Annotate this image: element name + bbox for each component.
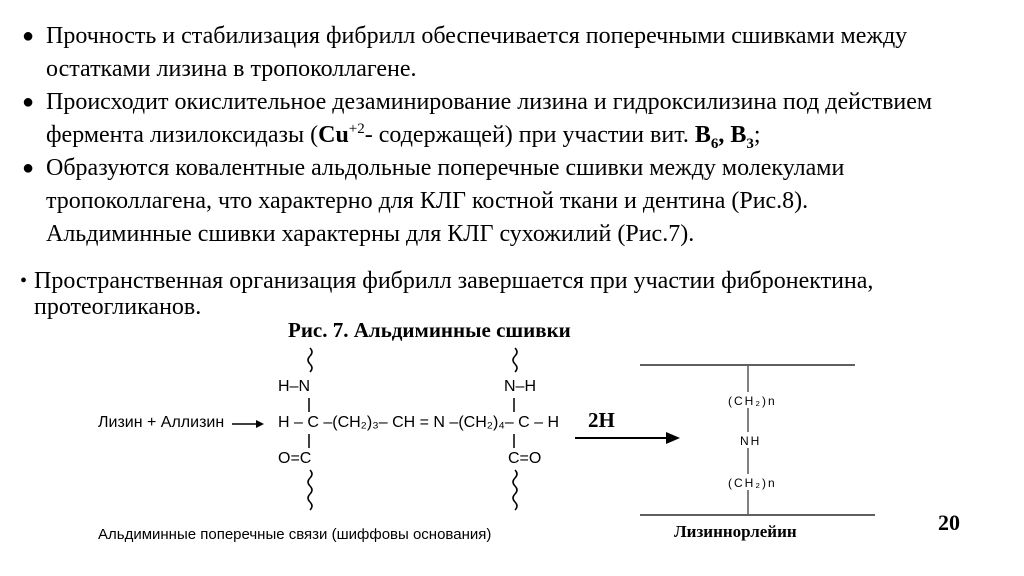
chain-wave-top-right: [513, 348, 517, 372]
figure-title: Рис. 7. Альдиминные сшивки: [288, 318, 571, 342]
ch2n-top: (CH₂)n: [728, 394, 777, 408]
cu-symbol: Cu: [318, 122, 349, 148]
chain-wave-top-left: [308, 348, 312, 372]
co-right: C=O: [508, 450, 542, 467]
cu-charge: +2: [348, 121, 365, 137]
nh-right: N–H: [504, 378, 537, 395]
bullet-text: Прочность и стабилизация фибрилл обеспечивается поперечными сшивками между остатками лизина в тропоколлагене.: [46, 23, 908, 82]
bullet-text: Образуются ковалентные альдольные поперечные сшивки между молекулами тропоколлагена, что характерно для КЛГ костной ткани и дентина (Рис.8).: [46, 155, 845, 214]
bullet-text: Происходит окислительное дезаминирование лизина и гидроксилизина под действием фермента лизилоксидазы (: [46, 89, 933, 148]
bullet-text: Пространственная организация фибрилл завершается при участии фибронектина, протеогликанов.: [34, 268, 874, 320]
aldimine-main-chain: H – C –(CH₂)₃– CH = N –(CH₂)₄– C – H: [278, 414, 560, 431]
co-left: O=C: [278, 450, 312, 467]
reactants-label: Лизин + Аллизин: [98, 414, 225, 431]
page-number: 20: [938, 510, 960, 535]
product-label: Лизиннорлейин: [674, 522, 797, 541]
bullet-dot: ●: [22, 157, 35, 179]
ch2n-bottom: (CH₂)n: [728, 476, 777, 490]
bullet-dot: ●: [22, 91, 35, 113]
bullet-text: - содержащей) при участии вит.: [364, 122, 695, 148]
figure-caption: Альдиминные поперечные связи (шиффовы основания): [98, 526, 492, 543]
vitamin-b6: $B_6$, $B_3$: [694, 122, 754, 152]
bullet-dot: •: [20, 270, 28, 292]
nh-center: NH: [740, 434, 762, 448]
bullet-text: ;: [753, 122, 761, 148]
nh-left: H–N: [278, 378, 311, 395]
chain-wave-bottom-right: [513, 470, 517, 510]
reagent-2h: 2H: [588, 408, 615, 432]
bullet-text: Альдиминные сшивки характерны для КЛГ сухожилий (Рис.7).: [46, 221, 695, 247]
bullet-dot: ●: [22, 25, 35, 47]
chain-wave-bottom-left: [308, 470, 312, 510]
